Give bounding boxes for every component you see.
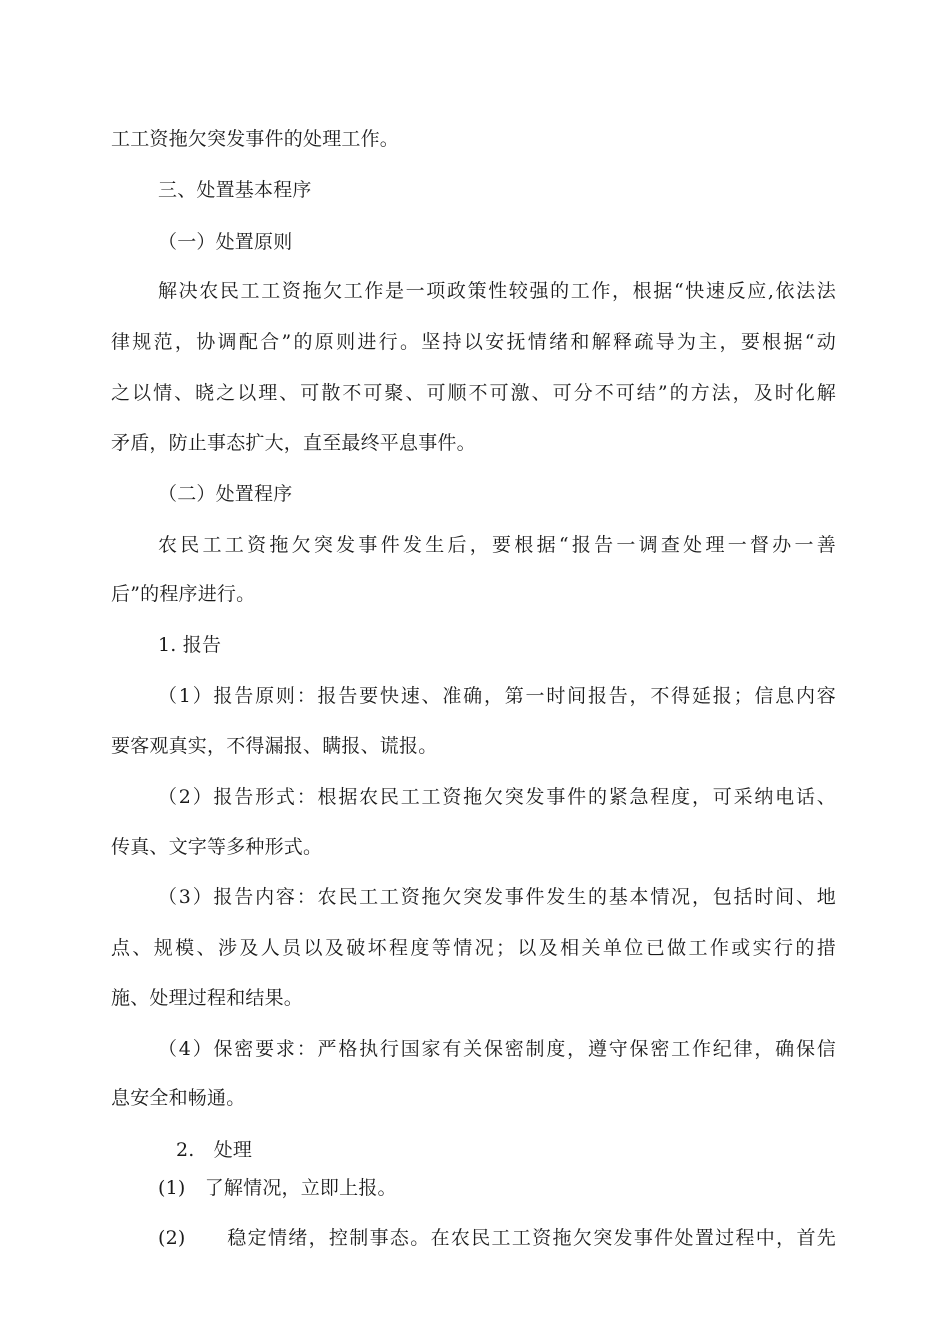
text-line: 农民工工资拖欠突发事件发生后，要根据“报告一调查处理一督办一善 [158, 534, 836, 556]
text-line: 点、规模、涉及人员以及破坏程度等情况；以及相关单位已做工作或实行的措 [111, 937, 836, 959]
list-item: (2) 稳定情绪，控制事态。在农民工工资拖欠突发事件处置过程中，首先 [158, 1227, 836, 1249]
text-line: 施、处理过程和结果。 [111, 987, 304, 1009]
section-heading: 三、处置基本程序 [158, 179, 312, 201]
text-line: 传真、文字等多种形式。 [111, 836, 323, 858]
numbered-heading: 1. 报告 [158, 634, 222, 656]
text-line: （3）报告内容：农民工工资拖欠突发事件发生的基本情况，包括时间、地 [158, 886, 836, 908]
list-item: (1) 了解情况，立即上报。 [158, 1177, 397, 1199]
text-line: 要客观真实，不得漏报、瞒报、谎报。 [111, 735, 438, 757]
numbered-heading: 2. 处理 [176, 1139, 253, 1161]
text-line: （2）报告形式：根据农民工工资拖欠突发事件的紧急程度，可采纳电话、 [158, 786, 836, 808]
text-line: 息安全和畅通。 [111, 1087, 246, 1109]
text-line: 律规范，协调配合”的原则进行。坚持以安抚情绪和解释疏导为主，要根据“动 [111, 331, 836, 353]
subsection-heading: （一）处置原则 [158, 231, 293, 253]
text-line: 工工资拖欠突发事件的处理工作。 [111, 128, 400, 150]
text-line: 矛盾，防止事态扩大，直至最终平息事件。 [111, 432, 476, 454]
subsection-heading: （二）处置程序 [158, 483, 293, 505]
text-line: 后”的程序进行。 [111, 583, 256, 605]
text-line: 解决农民工工资拖欠工作是一项政策性较强的工作，根据“快速反应,依法法 [158, 280, 836, 302]
text-line: （4）保密要求：严格执行国家有关保密制度，遵守保密工作纪律，确保信 [158, 1038, 836, 1060]
text-line: （1）报告原则：报告要快速、准确，第一时间报告，不得延报；信息内容 [158, 685, 836, 707]
text-line: 之以情、晓之以理、可散不可聚、可顺不可激、可分不可结”的方法，及时化解 [111, 382, 836, 404]
